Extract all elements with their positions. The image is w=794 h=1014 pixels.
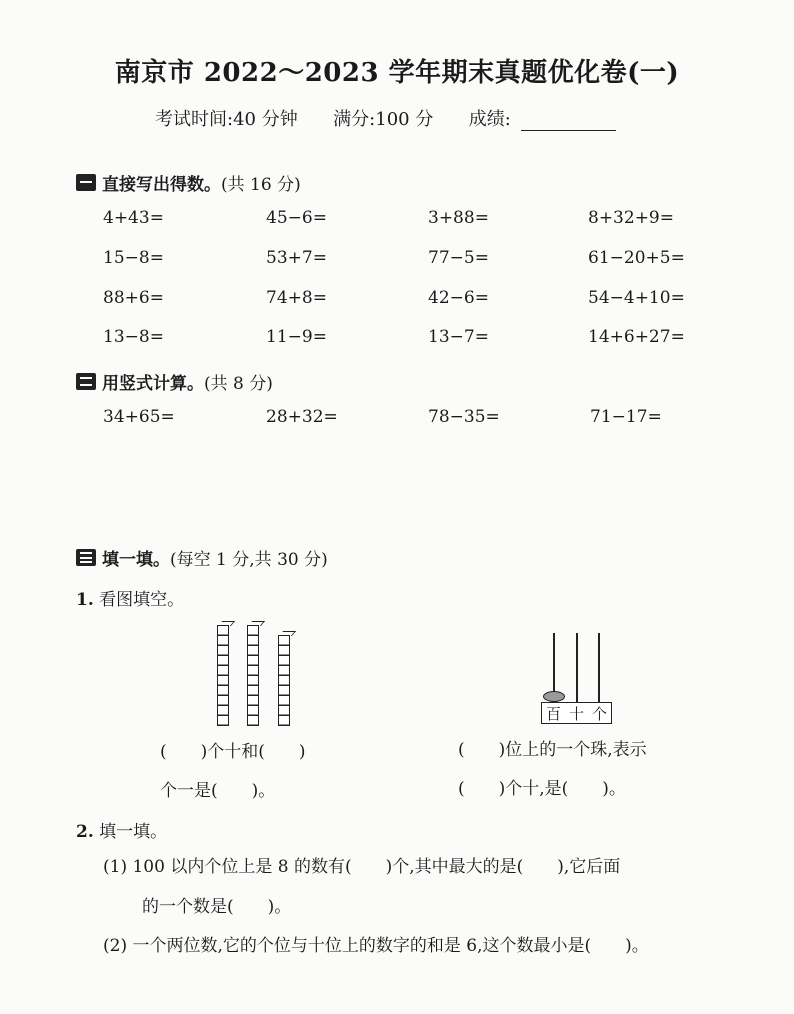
question-2-sub-2: (2) 一个两位数,它的个位与十位上的数字的和是 6,这个数最小是( )。 bbox=[103, 936, 649, 956]
calc-item: 15−8= bbox=[103, 248, 164, 268]
vertical-calc-item: 28+32= bbox=[266, 407, 338, 427]
calc-item: 88+6= bbox=[103, 288, 164, 308]
abacus-bead bbox=[543, 691, 565, 702]
question-1-left-line-2: 个一是( )。 bbox=[160, 781, 276, 801]
section-1-title: 直接写出得数。 bbox=[102, 175, 221, 195]
abacus-base bbox=[541, 702, 612, 724]
calc-item: 11−9= bbox=[266, 327, 327, 347]
section-2-heading bbox=[76, 369, 273, 394]
calc-item: 61−20+5= bbox=[588, 248, 685, 268]
abacus-label-tens: 十 bbox=[568, 704, 584, 723]
calc-item: 77−5= bbox=[428, 248, 489, 268]
section-3-heading bbox=[76, 545, 328, 570]
section-1-points: (共 16 分) bbox=[221, 175, 301, 195]
calc-item: 13−7= bbox=[428, 327, 489, 347]
score-label: 成绩: bbox=[468, 109, 511, 130]
calc-item: 42−6= bbox=[428, 288, 489, 308]
question-2-number: 2. bbox=[76, 822, 94, 842]
vertical-calc-item: 71−17= bbox=[590, 407, 662, 427]
vertical-calc-item: 34+65= bbox=[103, 407, 175, 427]
abacus-label-hundreds: 百 bbox=[545, 704, 561, 723]
calc-item: 3+88= bbox=[428, 208, 489, 228]
ten-block-rod bbox=[247, 625, 259, 726]
question-2-sub-1-line-2: 的一个数是( )。 bbox=[142, 897, 292, 917]
exam-time: 考试时间:40 分钟 bbox=[155, 109, 298, 130]
calc-item: 54−4+10= bbox=[588, 288, 685, 308]
section-2-points: (共 8 分) bbox=[204, 374, 273, 394]
page-title: 南京市 2022～2023 学年期末真题优化卷(一) bbox=[114, 58, 680, 88]
section-3-points: (每空 1 分,共 30 分) bbox=[170, 550, 328, 570]
ten-block-rod bbox=[217, 625, 229, 726]
calc-item: 45−6= bbox=[266, 208, 327, 228]
section-1-badge bbox=[76, 174, 96, 191]
question-1-right-line-1: ( )位上的一个珠,表示 bbox=[458, 740, 647, 760]
question-1-right-line-2: ( )个十,是( )。 bbox=[458, 779, 626, 799]
calc-item: 14+6+27= bbox=[588, 327, 685, 347]
full-score: 满分:100 分 bbox=[333, 109, 434, 130]
section-3-title: 填一填。 bbox=[102, 550, 170, 570]
exam-info bbox=[155, 105, 616, 131]
abacus-rod-ones bbox=[598, 633, 600, 702]
section-1-heading bbox=[76, 170, 301, 195]
question-1-left-line-1: ( )个十和( ) bbox=[160, 742, 306, 762]
calc-item: 53+7= bbox=[266, 248, 327, 268]
question-1 bbox=[76, 585, 184, 610]
abacus-label-ones: 个 bbox=[591, 704, 607, 723]
calc-item: 8+32+9= bbox=[588, 208, 674, 228]
question-1-number: 1. bbox=[76, 590, 94, 610]
question-1-text: 看图填空。 bbox=[99, 590, 185, 610]
ten-block-rod bbox=[278, 635, 290, 726]
question-2-sub-1-line-1: (1) 100 以内个位上是 8 的数有( )个,其中最大的是( ),它后面 bbox=[103, 857, 621, 877]
calc-item: 74+8= bbox=[266, 288, 327, 308]
section-2-badge bbox=[76, 373, 96, 390]
section-3-badge bbox=[76, 549, 96, 566]
score-blank[interactable] bbox=[521, 110, 616, 131]
abacus-rod-tens bbox=[576, 633, 578, 702]
vertical-calc-item: 78−35= bbox=[428, 407, 500, 427]
question-2-text: 填一填。 bbox=[99, 822, 168, 842]
section-2-title: 用竖式计算。 bbox=[102, 374, 204, 394]
question-2 bbox=[76, 817, 167, 842]
calc-item: 13−8= bbox=[103, 327, 164, 347]
calc-item: 4+43= bbox=[103, 208, 164, 228]
